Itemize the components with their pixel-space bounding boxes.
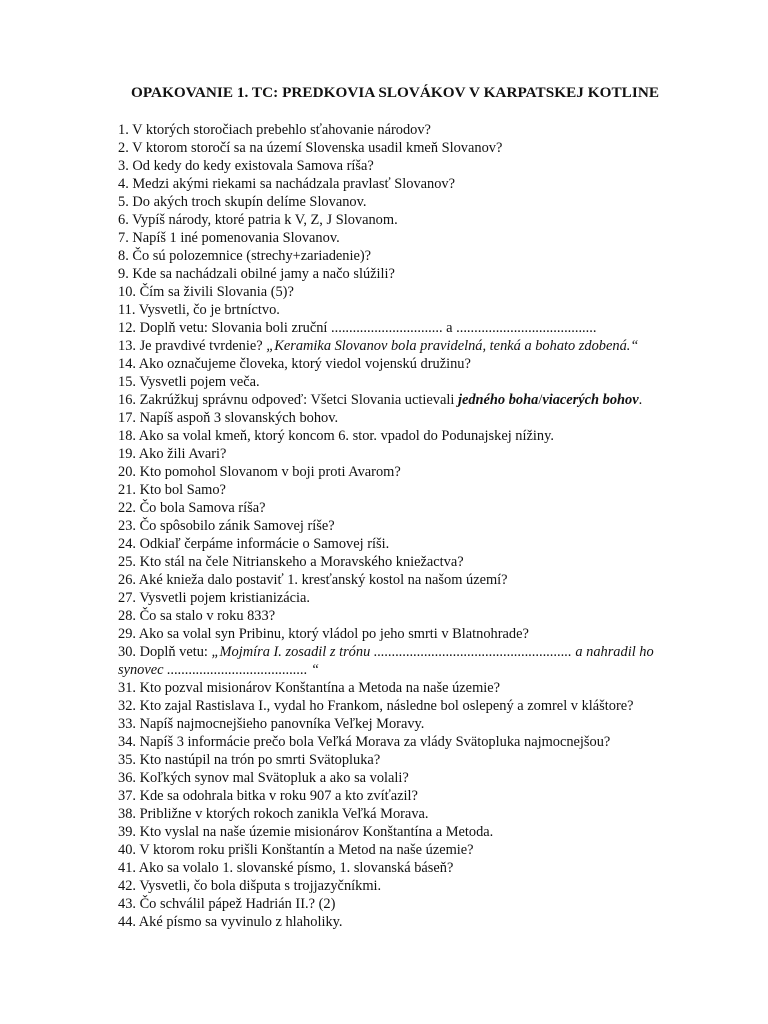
list-item [118,733,678,751]
question-text: 32. Kto zajal Rastislava I., vydal ho Frankom, následne bol oslepený a zomrel v kláštore? [118,698,634,714]
sentence-end: . [638,392,643,408]
list-item [118,643,678,679]
list-item [118,895,678,913]
option-separator: / [538,392,543,408]
list-item [118,625,678,643]
question-text: 41. Ako sa volalo 1. slovanské písmo, 1. slovanská báseň? [118,860,454,876]
question-text: 8. Čo sú polozemnice (strechy+zariadenie)? [118,248,372,264]
question-text: 42. Vysvetli, čo bola dišputa s trojjazyčníkmi. [118,878,382,894]
list-item [118,229,678,247]
fill-in-sentence: „Mojmíra I. zosadil z trónu ....................................................... a nahradil ho synovec ....................................... “ [118,644,654,678]
question-text: 17. Napíš aspoň 3 slovanských bohov. [118,410,339,426]
list-item [118,337,678,355]
question-text: 34. Napíš 3 informácie prečo bola Veľká Morava za vlády Svätopluka najmocnejšou? [118,734,611,750]
list-item [118,679,678,697]
question-text: 6. Vypíš národy, ktoré patria k V, Z, J Slovanom. [118,212,398,228]
list-item [118,715,678,733]
question-text: 3. Od kedy do kedy existovala Samova ríša? [118,158,374,174]
question-text: 26. Aké knieža dalo postaviť 1. kresťanský kostol na našom území? [118,572,508,588]
question-text: 44. Aké písmo sa vyvinulo z hlaholiky. [118,914,343,930]
question-text: 16. Zakrúžkuj správnu odpoveď: Všetci Slovania uctievali [118,392,458,408]
list-item [118,787,678,805]
question-text: 1. V ktorých storočiach prebehlo sťahovanie národov? [118,122,431,138]
list-item [118,859,678,877]
list-item [118,751,678,769]
list-item [118,139,678,157]
question-list [118,121,678,931]
question-text: 13. Je pravdivé tvrdenie? [118,338,267,354]
question-text: 23. Čo spôsobilo zánik Samovej ríše? [118,518,335,534]
answer-option-2: viacerých bohov [542,392,639,408]
question-text: 39. Kto vyslal na naše územie misionárov Konštantína a Metoda. [118,824,494,840]
question-text: 43. Čo schválil pápež Hadrián II.? (2) [118,896,336,912]
list-item [118,553,678,571]
list-item [118,607,678,625]
question-text: 11. Vysvetli, čo je brtníctvo. [118,302,280,318]
list-item [118,769,678,787]
question-text: 7. Napíš 1 iné pomenovania Slovanov. [118,230,340,246]
question-text: 21. Kto bol Samo? [118,482,226,498]
list-item [118,445,678,463]
question-text: 5. Do akých troch skupín delíme Slovanov. [118,194,367,210]
question-text: 37. Kde sa odohrala bitka v roku 907 a kto zvíťazil? [118,788,418,804]
question-text: 27. Vysvetli pojem kristianizácia. [118,590,310,606]
list-item [118,913,678,931]
list-item [118,481,678,499]
list-item [118,409,678,427]
answer-option-1: jedného boha [457,392,539,408]
question-text: 22. Čo bola Samova ríša? [118,500,266,516]
question-text: 38. Približne v ktorých rokoch zanikla Veľká Morava. [118,806,429,822]
question-text: 36. Koľkých synov mal Svätopluk a ako sa volali? [118,770,409,786]
question-text: 9. Kde sa nachádzali obilné jamy a načo slúžili? [118,266,395,282]
list-item [118,157,678,175]
list-item [118,805,678,823]
question-text: 15. Vysvetli pojem veča. [118,374,260,390]
list-item [118,877,678,895]
list-item [118,211,678,229]
list-item [118,193,678,211]
question-text: 12. Doplň vetu: Slovania boli zruční ............................... a ....................................... [118,320,597,336]
question-text: 31. Kto pozval misionárov Konštantína a Metoda na naše územie? [118,680,501,696]
list-item [118,499,678,517]
question-text: 40. V ktorom roku prišli Konštantín a Metod na naše územie? [118,842,474,858]
question-text: 30. Doplň vetu: [118,644,212,660]
list-item [118,301,678,319]
list-item [118,175,678,193]
question-text: 19. Ako žili Avari? [118,446,227,462]
question-text: 35. Kto nastúpil na trón po smrti Svätopluka? [118,752,381,768]
quoted-statement: „Keramika Slovanov bola pravidelná, tenká a bohato zdobená.“ [266,338,639,354]
question-text: 4. Medzi akými riekami sa nachádzala pravlasť Slovanov? [118,176,456,192]
question-text: 14. Ako označujeme človeka, ktorý viedol vojenskú družinu? [118,356,471,372]
list-item [118,373,678,391]
list-item [118,589,678,607]
list-item [118,355,678,373]
list-item [118,697,678,715]
question-text: 2. V ktorom storočí sa na území Slovenska usadil kmeň Slovanov? [118,140,503,156]
page-title: OPAKOVANIE 1. TC: PREDKOVIA SLOVÁKOV V KARPATSKEJ KOTLINE [130,84,660,101]
list-item [118,427,678,445]
list-item [118,517,678,535]
question-text: 24. Odkiaľ čerpáme informácie o Samovej ríši. [118,536,390,552]
question-text: 33. Napíš najmocnejšieho panovníka Veľkej Moravy. [118,716,425,732]
list-item [118,571,678,589]
list-item [118,283,678,301]
list-item [118,463,678,481]
list-item [118,319,678,337]
list-item [118,823,678,841]
list-item [118,265,678,283]
list-item [118,121,678,139]
question-text: 29. Ako sa volal syn Pribinu, ktorý vládol po jeho smrti v Blatnohrade? [118,626,529,642]
list-item [118,247,678,265]
question-text: 18. Ako sa volal kmeň, ktorý koncom 6. stor. vpadol do Podunajskej nížiny. [118,428,554,444]
question-text: 28. Čo sa stalo v roku 833? [118,608,276,624]
list-item [118,535,678,553]
list-item [118,841,678,859]
question-text: 25. Kto stál na čele Nitrianskeho a Moravského kniežactva? [118,554,464,570]
question-text: 10. Čím sa živili Slovania (5)? [118,284,294,300]
question-text: 20. Kto pomohol Slovanom v boji proti Avarom? [118,464,401,480]
list-item [118,391,678,409]
